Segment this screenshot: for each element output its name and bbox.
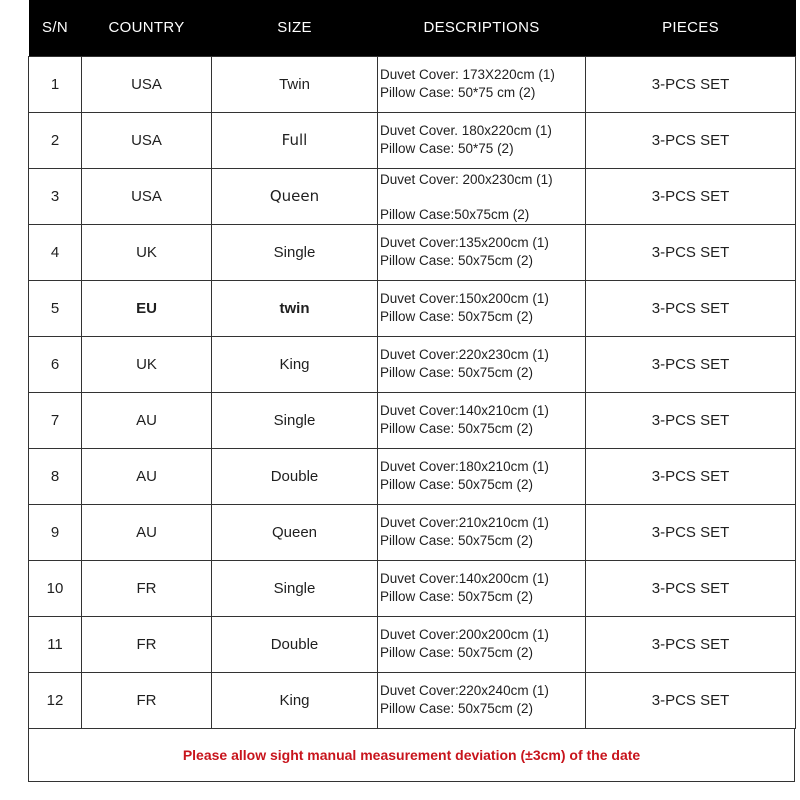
cell-pieces: 3-PCS SET — [586, 280, 796, 336]
cell-description — [378, 336, 586, 392]
cell-pieces: 3-PCS SET — [586, 560, 796, 616]
duvet-cover-line: Duvet Cover:135x200cm (1) — [380, 235, 549, 250]
cell-size: Queen — [212, 504, 378, 560]
table-row — [29, 112, 796, 168]
pillow-case-line: Pillow Case:50x75cm (2) — [380, 206, 530, 222]
cell-description — [378, 56, 586, 112]
table-row — [29, 448, 796, 504]
duvet-cover-line: Duvet Cover:150x200cm (1) — [380, 291, 549, 306]
duvet-cover-line: Duvet Cover. 180x220cm (1) — [380, 123, 552, 138]
duvet-cover-line: Duvet Cover:140x200cm (1) — [380, 571, 549, 586]
pillow-case-line: Pillow Case: 50x75cm (2) — [380, 533, 534, 548]
table-row — [29, 168, 796, 224]
pillow-case-line: Pillow Case: 50x75cm (2) — [380, 477, 534, 492]
cell-pieces: 3-PCS SET — [586, 448, 796, 504]
header-size: SIZE — [277, 19, 312, 37]
cell-pieces: 3-PCS SET — [586, 112, 796, 168]
pillow-case-line: Pillow Case: 50x75cm (2) — [380, 309, 534, 324]
cell-description — [378, 448, 586, 504]
duvet-cover-line: Duvet Cover:180x210cm (1) — [380, 459, 549, 474]
cell-country: EU — [82, 280, 212, 336]
header-sn: S/N — [42, 19, 68, 37]
cell-sn: 1 — [29, 56, 82, 112]
cell-country: AU — [82, 504, 212, 560]
cell-country: UK — [82, 224, 212, 280]
duvet-cover-line: Duvet Cover:200x200cm (1) — [380, 627, 549, 642]
pillow-case-line: Pillow Case: 50x75cm (2) — [380, 701, 534, 716]
table-row — [29, 56, 796, 112]
header-descriptions: DESCRIPTIONS — [423, 19, 540, 37]
measurement-note-box — [28, 728, 795, 782]
table-header-row — [29, 0, 796, 56]
cell-sn: 6 — [29, 336, 82, 392]
cell-description — [378, 672, 586, 728]
duvet-cover-line: Duvet Cover: 173X220cm (1) — [380, 67, 555, 82]
cell-size: King — [212, 672, 378, 728]
cell-country: FR — [82, 672, 212, 728]
table-row — [29, 616, 796, 672]
cell-pieces: 3-PCS SET — [586, 168, 796, 224]
pillow-case-line: Pillow Case: 50x75cm (2) — [380, 365, 534, 380]
pillow-case-line: Pillow Case: 50x75cm (2) — [380, 421, 534, 436]
cell-country: UK — [82, 336, 212, 392]
table-row — [29, 336, 796, 392]
measurement-note: Please allow sight manual measurement deviation (±3cm) of the date — [182, 746, 641, 763]
cell-country: USA — [82, 112, 212, 168]
table-row — [29, 280, 796, 336]
cell-description — [378, 112, 586, 168]
cell-size: King — [212, 336, 378, 392]
cell-description — [378, 280, 586, 336]
cell-description — [378, 392, 586, 448]
header-pieces: PIECES — [662, 19, 719, 37]
table-row — [29, 224, 796, 280]
duvet-cover-line: Duvet Cover:210x210cm (1) — [380, 515, 549, 530]
cell-sn: 12 — [29, 672, 82, 728]
cell-description — [378, 504, 586, 560]
cell-pieces: 3-PCS SET — [586, 392, 796, 448]
cell-sn: 5 — [29, 280, 82, 336]
duvet-cover-line: Duvet Cover: 200x230cm (1) — [380, 171, 553, 187]
cell-sn: 2 — [29, 112, 82, 168]
cell-pieces: 3-PCS SET — [586, 672, 796, 728]
cell-country: FR — [82, 560, 212, 616]
cell-size: Queen — [212, 168, 378, 224]
cell-description — [378, 616, 586, 672]
table-row — [29, 504, 796, 560]
cell-pieces: 3-PCS SET — [586, 56, 796, 112]
cell-sn: 10 — [29, 560, 82, 616]
cell-description — [378, 560, 586, 616]
cell-country: USA — [82, 56, 212, 112]
cell-size: Full — [212, 112, 378, 168]
cell-sn: 4 — [29, 224, 82, 280]
table-row — [29, 392, 796, 448]
cell-sn: 3 — [29, 168, 82, 224]
pillow-case-line: Pillow Case: 50*75 (2) — [380, 141, 514, 156]
cell-description — [378, 168, 586, 224]
cell-size: Single — [212, 392, 378, 448]
pillow-case-line: Pillow Case: 50x75cm (2) — [380, 589, 534, 604]
cell-size: Single — [212, 560, 378, 616]
cell-country: AU — [82, 392, 212, 448]
cell-sn: 7 — [29, 392, 82, 448]
pillow-case-line: Pillow Case: 50*75 cm (2) — [380, 85, 536, 100]
cell-pieces: 3-PCS SET — [586, 504, 796, 560]
duvet-cover-line: Duvet Cover:140x210cm (1) — [380, 403, 549, 418]
cell-size: twin — [212, 280, 378, 336]
table-row — [29, 560, 796, 616]
duvet-cover-line: Duvet Cover:220x230cm (1) — [380, 347, 549, 362]
cell-size: Twin — [212, 56, 378, 112]
cell-description — [378, 224, 586, 280]
cell-country: AU — [82, 448, 212, 504]
header-country: COUNTRY — [108, 19, 185, 37]
cell-country: FR — [82, 616, 212, 672]
cell-pieces: 3-PCS SET — [586, 224, 796, 280]
cell-pieces: 3-PCS SET — [586, 616, 796, 672]
table-row — [29, 672, 796, 728]
cell-sn: 11 — [29, 616, 82, 672]
pillow-case-line: Pillow Case: 50x75cm (2) — [380, 645, 534, 660]
cell-size: Single — [212, 224, 378, 280]
cell-country: USA — [82, 168, 212, 224]
cell-sn: 8 — [29, 448, 82, 504]
cell-size: Double — [212, 616, 378, 672]
cell-pieces: 3-PCS SET — [586, 336, 796, 392]
size-table — [28, 0, 796, 729]
cell-size: Double — [212, 448, 378, 504]
size-chart — [28, 0, 795, 782]
duvet-cover-line: Duvet Cover:220x240cm (1) — [380, 683, 549, 698]
cell-sn: 9 — [29, 504, 82, 560]
pillow-case-line: Pillow Case: 50x75cm (2) — [380, 253, 534, 268]
